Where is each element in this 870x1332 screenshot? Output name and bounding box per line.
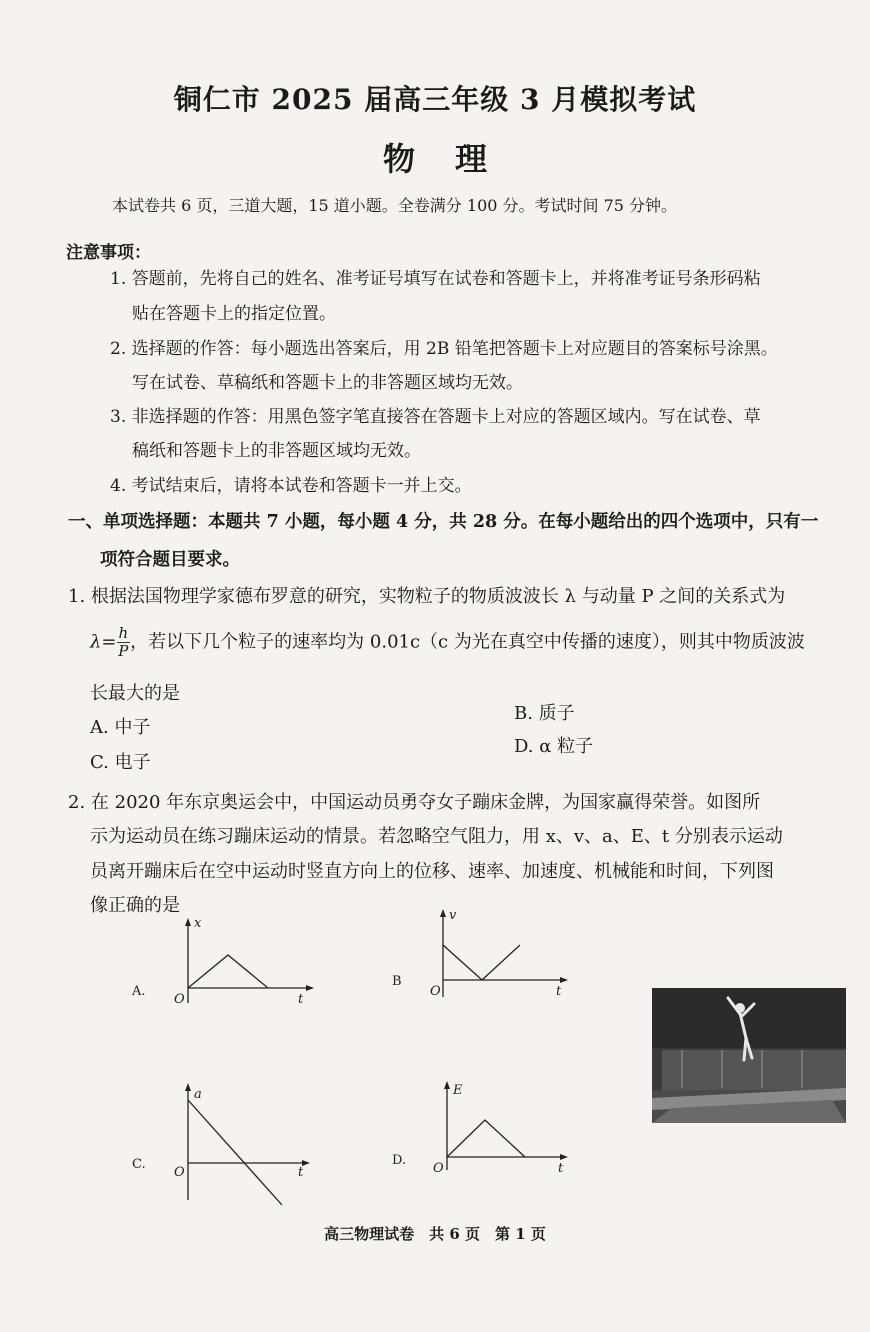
graph-d <box>390 1078 580 1182</box>
q1-stem-cont: ，若以下几个粒子的速率均为 0.01c（c 为光在真空中传播的速度），则其中物质波波 <box>130 631 805 653</box>
q2-stem: 像正确的是 <box>90 895 180 916</box>
formula-denominator: P <box>118 642 129 660</box>
graph-a-xaxis: t <box>298 992 304 1007</box>
notice-line: 2. 选择题的作答：每小题选出答案后，用 2B 铅笔把答题卡上对应题目的答案标号涂黑。 <box>110 339 778 359</box>
q1-option-a: A. 中子 <box>90 717 151 738</box>
section-heading: 一、单项选择题：本题共 7 小题，每小题 4 分，共 28 分。在每小题给出的四个选项中，只有一 <box>68 512 819 532</box>
q1-stem: 1. 根据法国物理学家德布罗意的研究，实物粒子的物质波波长 λ 与动量 P 之间的关系式为 <box>68 586 786 607</box>
graph-c-xaxis: t <box>298 1165 304 1180</box>
notice-line: 1. 答题前，先将自己的姓名、准考证号填写在试卷和答题卡上，并将准考证号条形码粘 <box>110 269 761 289</box>
page-footer: 高三物理试卷 共 6 页 第 1 页 <box>324 1225 546 1243</box>
formula-lhs: λ= <box>90 631 117 653</box>
notice-heading: 注意事项： <box>66 243 151 263</box>
graph-b-xaxis: t <box>556 984 562 999</box>
formula-numerator: h <box>118 624 129 642</box>
graph-d-xaxis: t <box>558 1161 564 1176</box>
graph-a-label: A. <box>132 984 146 999</box>
graph-b-label: B <box>392 974 402 989</box>
q1-formula-line <box>90 625 805 660</box>
graph-a-yaxis: x <box>194 916 202 931</box>
q1-option-d: D. α 粒子 <box>514 736 594 757</box>
formula-fraction <box>117 625 131 660</box>
graph-a-origin: O <box>174 992 185 1007</box>
q2-stem: 2. 在 2020 年东京奥运会中，中国运动员勇夺女子蹦床金牌，为国家赢得荣誉。如图所 <box>68 792 761 813</box>
q1-option-c: C. 电子 <box>90 752 151 773</box>
notice-line: 3. 非选择题的作答：用黑色签字笔直接答在答题卡上对应的答题区域内。写在试卷、草 <box>110 407 761 427</box>
subject-title: 物理 <box>382 140 527 178</box>
exam-intro: 本试卷共 6 页，三道大题，15 道小题。全卷满分 100 分。考试时间 75 分钟。 <box>112 196 678 215</box>
notice-line: 贴在答题卡上的指定位置。 <box>132 304 336 324</box>
trampoline-photo <box>652 988 846 1123</box>
graph-b-origin: O <box>430 984 441 999</box>
exam-title: 铜仁市 2025 届高三年级 3 月模拟考试 <box>173 83 697 116</box>
notice-line: 4. 考试结束后，请将本试卷和答题卡一并上交。 <box>110 476 472 496</box>
q1-stem-end: 长最大的是 <box>90 683 180 704</box>
graph-d-yaxis: E <box>453 1083 463 1098</box>
graph-d-origin: O <box>433 1161 444 1176</box>
notice-line: 稿纸和答题卡上的非答题区域均无效。 <box>132 441 421 461</box>
notice-line: 写在试卷、草稿纸和答题卡上的非答题区域均无效。 <box>132 373 523 393</box>
graph-c-yaxis: a <box>194 1087 202 1102</box>
graph-c <box>130 1080 320 1214</box>
graph-b <box>390 905 580 1009</box>
q1-option-b: B. 质子 <box>514 703 575 724</box>
graph-c-label: C. <box>132 1157 146 1172</box>
graph-d-label: D. <box>392 1153 407 1168</box>
graph-c-origin: O <box>174 1165 185 1180</box>
section-heading-cont: 项符合题目要求。 <box>100 550 240 570</box>
q2-stem: 示为运动员在练习蹦床运动的情景。若忽略空气阻力，用 x、v、a、E、t 分别表示运动 <box>90 826 783 847</box>
graph-a <box>130 915 320 1014</box>
q2-stem: 员离开蹦床后在空中运动时竖直方向上的位移、速率、加速度、机械能和时间，下列图 <box>90 861 774 882</box>
graph-b-yaxis: v <box>449 908 457 923</box>
